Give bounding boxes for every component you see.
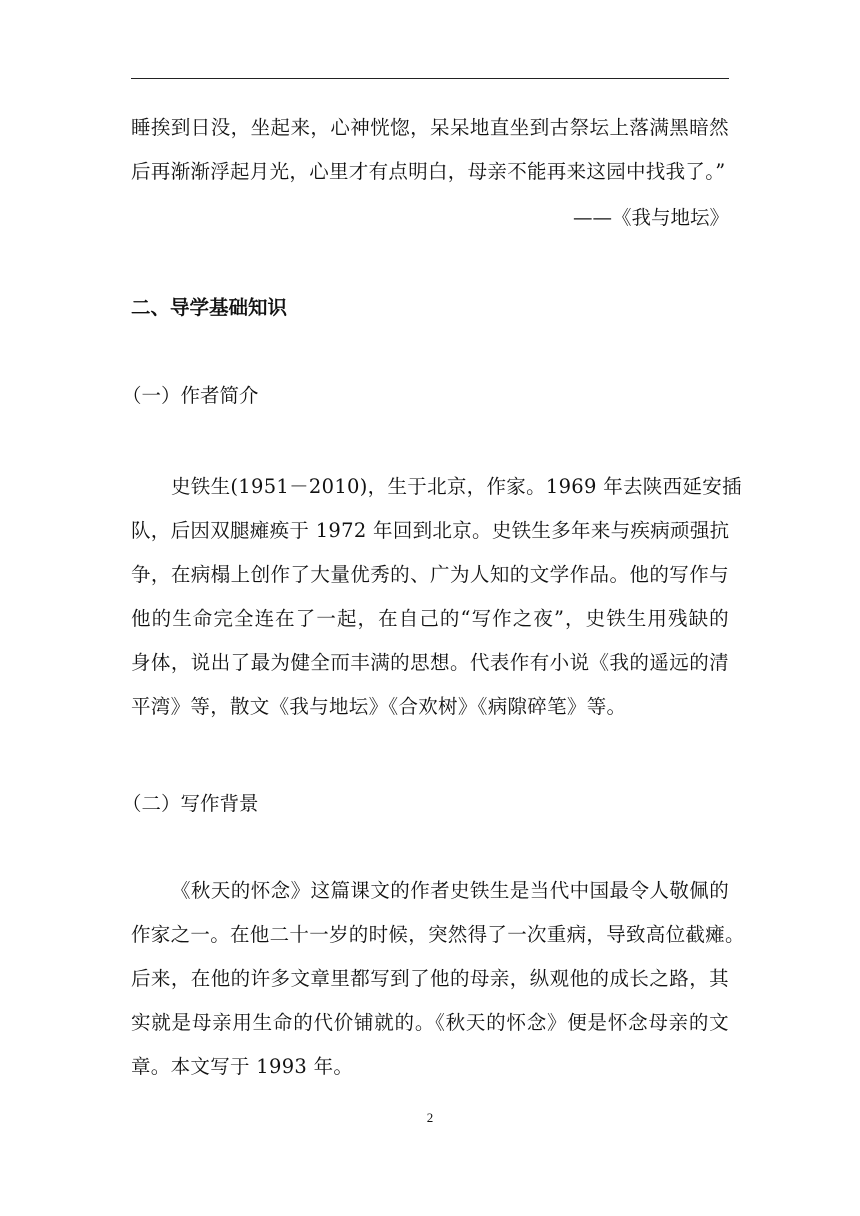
paragraph-line: 章。本文写于 1993 年。	[131, 1055, 354, 1078]
paragraph-line: 史铁生(1951－2010)，生于北京，作家。1969 年去陕西延安插	[171, 475, 742, 498]
author-intro-heading: （一）作者简介	[122, 384, 259, 407]
quote-line: 后再渐渐浮起月光，心里才有点明白，母亲不能再来这园中找我了。”	[131, 160, 726, 183]
paragraph-line: 队，后因双腿瘫痪于 1972 年回到北京。史铁生多年来与疾病顽强抗	[131, 519, 730, 542]
paragraph-line: 作家之一。在他二十一岁的时候，突然得了一次重病，导致高位截瘫。	[131, 923, 745, 946]
paragraph-line: 后来，在他的许多文章里都写到了他的母亲，纵观他的成长之路，其	[131, 967, 729, 990]
author-intro-paragraph	[131, 465, 742, 729]
paragraph-line: 他的生命完全连在了一起，在自己的“写作之夜”，史铁生用残缺的	[131, 607, 729, 630]
page-number: 2	[426, 1110, 434, 1125]
paragraph-line: 平湾》等，散文《我与地坛》《合欢树》《病隙碎笔》等。	[131, 695, 627, 718]
quote-paragraph	[131, 106, 729, 194]
quote-citation: ——《我与地坛》	[572, 206, 729, 229]
background-heading: （二）写作背景	[122, 792, 259, 815]
paragraph-line: 争，在病榻上创作了大量优秀的、广为人知的文学作品。他的写作与	[131, 563, 729, 586]
paragraph-line: 《秋天的怀念》这篇课文的作者史铁生是当代中国最令人敬佩的	[171, 879, 729, 902]
background-paragraph	[131, 869, 745, 1089]
quote-line: 睡挨到日没，坐起来，心神恍惚，呆呆地直坐到古祭坛上落满黑暗然	[131, 116, 729, 139]
paragraph-line: 身体，说出了最为健全而丰满的思想。代表作有小说《我的遥远的清	[131, 651, 729, 674]
section-heading: 二、导学基础知识	[131, 296, 288, 319]
header-rule	[131, 78, 729, 79]
paragraph-line: 实就是母亲用生命的代价铺就的。《秋天的怀念》便是怀念母亲的文	[131, 1011, 729, 1034]
